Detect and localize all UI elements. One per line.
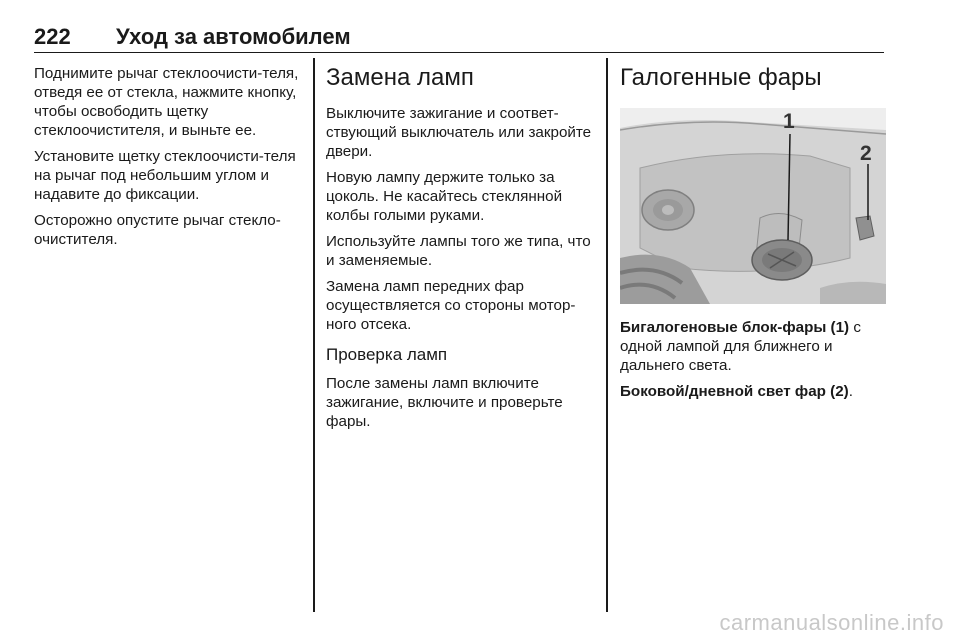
bold-term: Бигалогеновые блок-фары (1) (620, 319, 850, 336)
term-description: с одной лампой для ближнего и дальнего света. (620, 319, 861, 374)
paragraph: Выключите зажигание и соответ-ствующий выключатель или закройте двери. (326, 105, 592, 160)
subsection-heading: Проверка ламп (326, 345, 448, 364)
paragraph: Установите щетку стеклоочисти-теля на рычаг под небольшим углом и надавите до фиксации. (34, 148, 296, 203)
page-number: 222 (34, 24, 71, 49)
column-middle (326, 64, 596, 438)
paragraph: После замены ламп включите зажигание, включите и проверьте фары. (326, 375, 563, 430)
page-title: Уход за автомобилем (116, 24, 351, 49)
paragraph: Поднимите рычаг стеклоочисти-теля, отведя ее от стекла, нажмите кнопку, чтобы освободить щетку стеклоочистителя, и выньте ее. (34, 65, 299, 139)
paragraph: Используйте лампы того же типа, что и заменяемые. (326, 233, 591, 269)
paragraph (620, 382, 890, 401)
paragraph (620, 318, 890, 375)
headlamp-drawing (620, 108, 886, 304)
column-left (34, 64, 304, 256)
headlamp-illustration (620, 108, 886, 304)
section-heading: Замена ламп (326, 64, 474, 91)
column-divider (606, 58, 608, 612)
callout-2: 2 (860, 142, 872, 165)
section-heading: Галогенные фары (620, 64, 822, 91)
column-divider (313, 58, 315, 612)
bold-term: Боковой/дневной свет фар (2) (620, 383, 849, 400)
watermark: carmanualsonline.info (719, 610, 944, 635)
term-description: . (848, 383, 853, 400)
paragraph: Новую лампу держите только за цоколь. Не касайтесь стеклянной колбы голыми руками. (326, 169, 563, 224)
column-right (620, 64, 890, 408)
paragraph: Осторожно опустите рычаг стекло-очистителя. (34, 212, 281, 248)
page-header (34, 16, 884, 53)
paragraph: Замена ламп передних фар осуществляется со стороны мотор-ного отсека. (326, 278, 576, 333)
callout-1: 1 (783, 110, 795, 133)
